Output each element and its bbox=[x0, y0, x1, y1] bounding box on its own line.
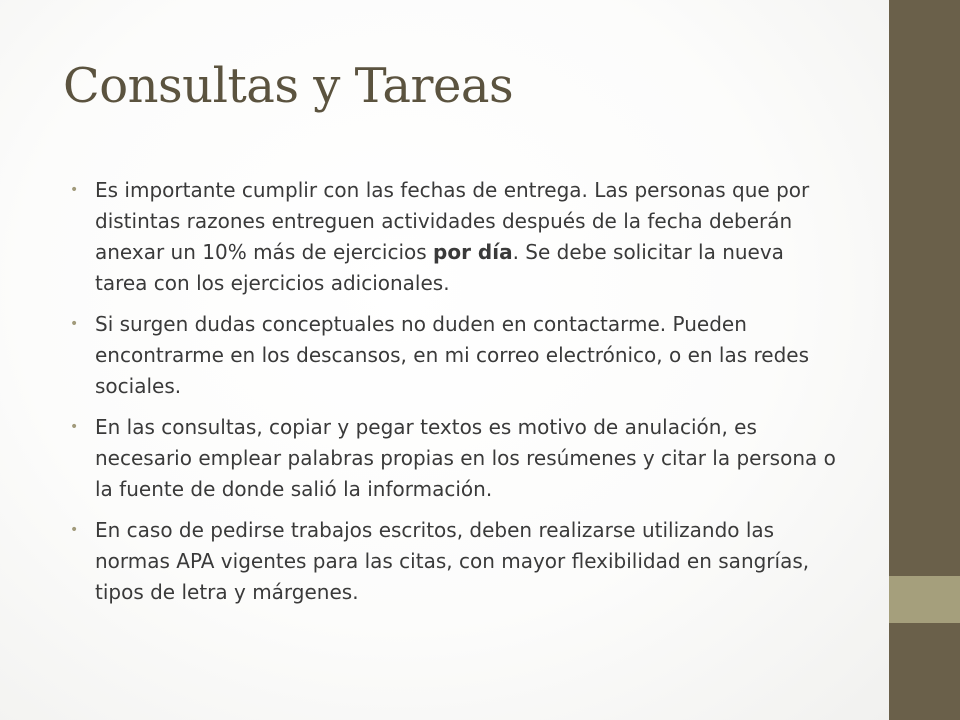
side-decoration-accent bbox=[889, 576, 960, 623]
bullet-marker: • bbox=[70, 182, 79, 198]
bullet-text: . Se debe solicitar la nueva tarea con los ejercicios adicionales. bbox=[95, 240, 784, 295]
bullet-item-apa-format bbox=[70, 515, 840, 608]
bullet-list bbox=[70, 175, 840, 618]
bullet-text: Si surgen dudas conceptuales no duden en contactarme. Pueden encontrarme en los descansos, en mi correo electrónico, o en las redes sociales. bbox=[95, 312, 810, 398]
bullet-marker: • bbox=[70, 522, 79, 538]
slide-title: Consultas y Tareas bbox=[63, 58, 514, 114]
bullet-text: Es importante cumplir con las fechas de entrega. Las personas que por distintas razones entreguen actividades después de la fecha deberán anexar un 10% más de ejercicios bbox=[95, 178, 810, 264]
bullet-marker: • bbox=[70, 419, 79, 435]
bullet-item-deadlines bbox=[70, 175, 840, 299]
bullet-marker: • bbox=[70, 316, 79, 332]
bullet-text: En caso de pedirse trabajos escritos, deben realizarse utilizando las normas APA vigentes para las citas, con mayor flexibilidad en sangrías, tipos de letra y márgenes. bbox=[95, 518, 810, 604]
bullet-item-plagiarism bbox=[70, 412, 840, 505]
bullet-emphasis: por día bbox=[433, 240, 513, 264]
bullet-text: En las consultas, copiar y pegar textos es motivo de anulación, es necesario emplear palabras propias en los resúmenes y citar la persona o la fuente de donde salió la información. bbox=[95, 415, 836, 501]
bullet-item-questions bbox=[70, 309, 840, 402]
